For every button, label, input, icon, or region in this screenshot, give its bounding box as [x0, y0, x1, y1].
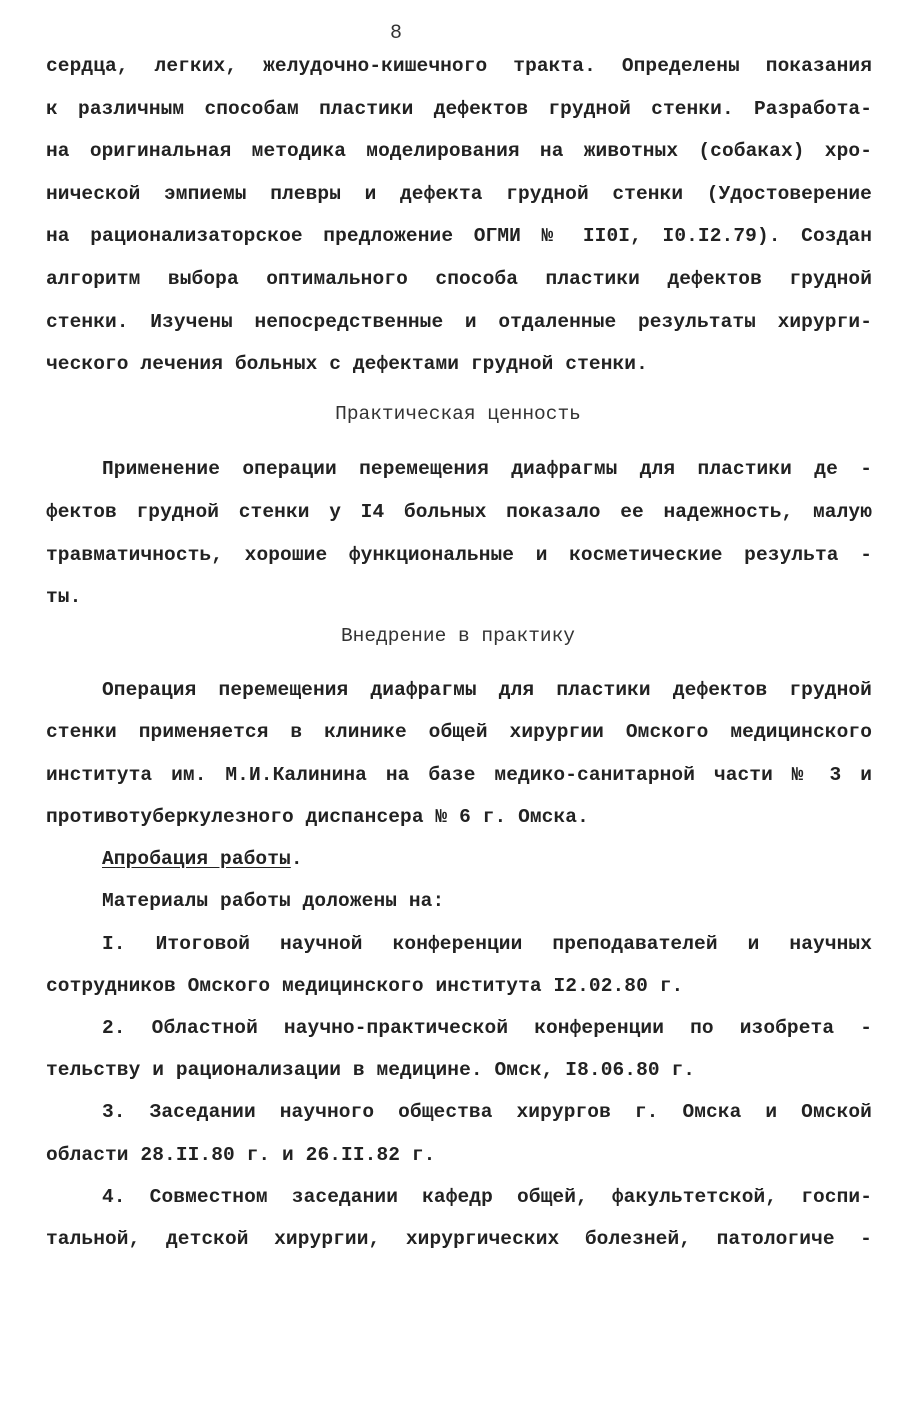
approbation-title-period: . — [290, 848, 303, 870]
intro-line-8: ческого лечения больных с дефектами грудной стенки. — [46, 353, 648, 375]
intro-line-1: сердца, легких, желудочно-кишечного тракта. Определены показания — [46, 55, 872, 77]
approbation-title — [102, 845, 872, 873]
intro-line-7: стенки. Изучены непосредственные и отдаленные результаты хирурги- — [46, 311, 872, 333]
approbation-item-3-line-1: 3. Заседании научного общества хирургов г. Омска и Омской — [102, 1101, 872, 1123]
practical-value-line-1: Применение операции перемещения диафрагмы для пластики де - — [102, 458, 872, 480]
intro-line-5: на рационализаторское предложение ОГМИ № II0I, I0.I2.79). Создан — [46, 225, 872, 247]
practical-value-line-3: травматичность, хорошие функциональные и косметические результа - — [46, 544, 872, 566]
implementation-line-4: противотуберкулезного диспансера № 6 г. Омска. — [46, 806, 589, 828]
approbation-item-4-line-1: 4. Совместном заседании кафедр общей, факультетской, госпи- — [102, 1186, 872, 1208]
intro-line-2: к различным способам пластики дефектов грудной стенки. Разработа- — [46, 98, 872, 120]
approbation-item-1-line-2: сотрудников Омского медицинского института I2.02.80 г. — [46, 975, 684, 997]
approbation-item-2-line-2: тельству и рационализации в медицине. Омск, I8.06.80 г. — [46, 1059, 696, 1081]
approbation-item-3-line-2: области 28.II.80 г. и 26.II.82 г. — [46, 1144, 436, 1166]
practical-value-line-2: фектов грудной стенки у I4 больных показало ее надежность, малую — [46, 501, 872, 523]
intro-line-6: алгоритм выбора оптимального способа пластики дефектов грудной — [46, 268, 872, 290]
implementation-line-2: стенки применяется в клинике общей хирургии Омского медицинского — [46, 721, 872, 743]
implementation-heading: Внедрение в практику — [340, 625, 576, 647]
page-number: 8 — [390, 22, 403, 45]
implementation-line-3: института им. М.И.Калинина на базе медико-санитарной части № 3 и — [46, 764, 872, 786]
implementation-line-1: Операция перемещения диафрагмы для пластики дефектов грудной — [102, 679, 872, 701]
approbation-item-1-line-1: I. Итоговой научной конференции преподавателей и научных — [102, 933, 872, 955]
practical-value-heading: Практическая ценность — [335, 403, 581, 425]
intro-line-3: на оригинальная методика моделирования на животных (собаках) хро- — [46, 140, 872, 162]
approbation-title-text: Апробация работы — [102, 848, 291, 870]
approbation-item-2-line-1: 2. Областной научно-практической конференции по изобрета - — [102, 1017, 872, 1039]
practical-value-line-4: ты. — [46, 586, 82, 608]
approbation-item-4-line-2: тальной, детской хирургии, хирургических болезней, патологиче - — [46, 1228, 872, 1250]
approbation-intro: Материалы работы доложены на: — [102, 890, 445, 912]
intro-line-4: нической эмпиемы плевры и дефекта грудной стенки (Удостоверение — [46, 183, 872, 205]
